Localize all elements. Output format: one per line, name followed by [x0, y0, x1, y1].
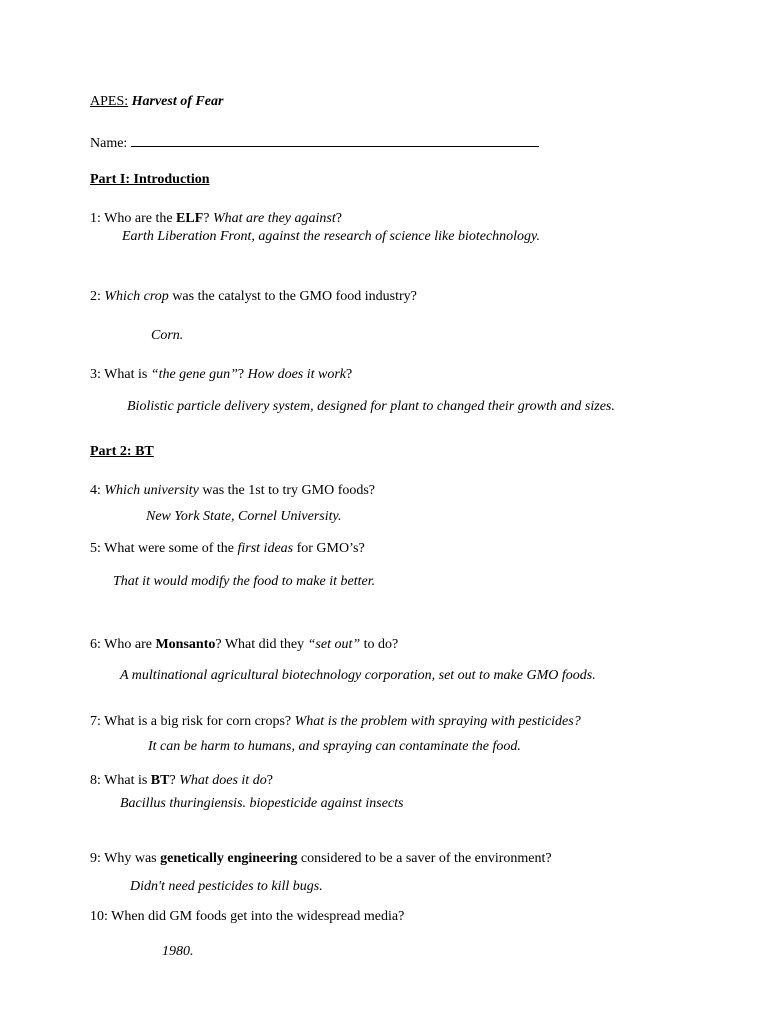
- answer-6: A multinational agricultural biotechnology corporation, set out to make GMO foods.: [120, 668, 596, 683]
- q1-text: 1: Who are the: [90, 211, 177, 226]
- q6-mid: ? What did they: [215, 637, 308, 652]
- q8-italic: What does it do: [179, 773, 267, 788]
- question-7: [90, 713, 581, 731]
- q8-bold: BT: [150, 773, 170, 788]
- answer-7: It can be harm to humans, and spraying can contaminate the food.: [148, 739, 521, 754]
- question-8: [90, 772, 273, 790]
- q3-mid: ?: [237, 367, 248, 382]
- question-4: [90, 482, 375, 500]
- q5-italic: first ideas: [237, 541, 294, 556]
- question-3: [90, 366, 352, 384]
- q5-text: 5: What were some of the: [90, 541, 238, 556]
- question-5: [90, 540, 365, 558]
- name-label: Name:: [90, 136, 128, 151]
- course-label: APES:: [90, 94, 129, 109]
- q1-italic: What are they against: [213, 211, 336, 226]
- q9-text: 9: Why was: [90, 851, 161, 866]
- q9-end: considered to be a saver of the environment?: [297, 851, 552, 866]
- answer-5: That it would modify the food to make it better.: [113, 574, 376, 589]
- question-1: [90, 210, 342, 228]
- q6-italic: “set out”: [307, 637, 361, 652]
- q3-italic2: How does it work: [247, 367, 347, 382]
- q1-mid: ?: [203, 211, 213, 226]
- q2-text: 2:: [90, 289, 105, 304]
- worksheet-title: Harvest of Fear: [131, 94, 224, 109]
- q3-text: 3: What is: [90, 367, 151, 382]
- q8-end: ?: [266, 773, 273, 788]
- q4-end: was the 1st to try GMO foods?: [198, 483, 376, 498]
- q8-mid: ?: [169, 773, 180, 788]
- answer-2: Corn.: [151, 328, 184, 343]
- q1-bold: ELF: [176, 211, 204, 226]
- answer-8: Bacillus thuringiensis. biopesticide against insects: [120, 796, 404, 811]
- q7-text: 7: What is a big risk for corn crops?: [90, 714, 295, 729]
- question-6: [90, 636, 398, 654]
- q10-text: 10: When did GM foods get into the widespread media?: [90, 909, 405, 924]
- answer-10: 1980.: [162, 944, 194, 959]
- answer-9: Didn't need pesticides to kill bugs.: [130, 879, 323, 894]
- q5-end: for GMO’s?: [293, 541, 365, 556]
- q8-text: 8: What is: [90, 773, 151, 788]
- q6-bold: Monsanto: [155, 637, 216, 652]
- q9-bold: genetically engineering: [160, 851, 298, 866]
- question-10: [90, 908, 404, 926]
- part2-heading: Part 2: BT: [90, 444, 154, 459]
- answer-4: New York State, Cornel University.: [146, 509, 342, 524]
- q6-end: to do?: [360, 637, 399, 652]
- worksheet-header: [90, 93, 223, 111]
- name-line: [90, 132, 539, 153]
- q3-end: ?: [346, 367, 353, 382]
- q3-italic1: “the gene gun”: [150, 367, 238, 382]
- name-blank: [131, 132, 539, 147]
- q4-text: 4:: [90, 483, 105, 498]
- question-2: [90, 288, 417, 306]
- q2-end: was the catalyst to the GMO food industry?: [168, 289, 417, 304]
- answer-1: Earth Liberation Front, against the research of science like biotechnology.: [122, 229, 540, 244]
- answer-3: Biolistic particle delivery system, designed for plant to changed their growth and sizes.: [127, 399, 615, 414]
- q6-text: 6: Who are: [90, 637, 156, 652]
- q4-italic: Which university: [104, 483, 199, 498]
- question-9: [90, 850, 552, 868]
- q7-italic: What is the problem with spraying with pesticides?: [294, 714, 581, 729]
- q1-end: ?: [335, 211, 342, 226]
- part1-heading: Part I: Introduction: [90, 172, 210, 187]
- q2-italic: Which crop: [104, 289, 169, 304]
